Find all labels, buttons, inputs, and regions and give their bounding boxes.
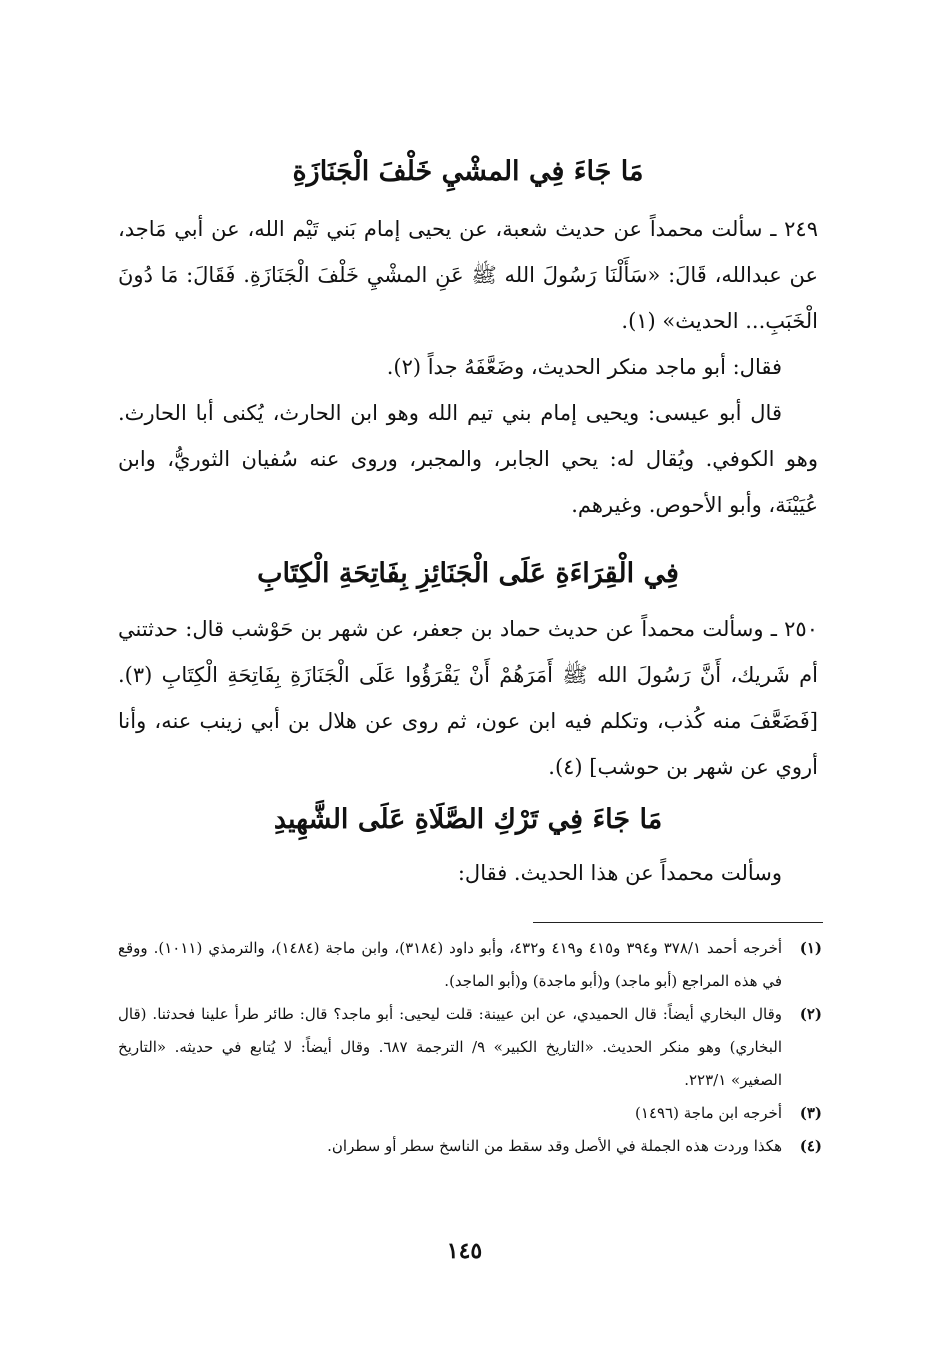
- footnote-number: (١): [799, 939, 822, 957]
- footnote-item: [118, 1130, 822, 1163]
- footnote-number: (٣): [799, 1104, 822, 1122]
- footnote-divider: [533, 922, 823, 923]
- footnote-text: هكذا وردت هذه الجملة في الأصل وقد سقط من الناسخ سطر أو سطران.: [327, 1137, 782, 1155]
- abu-isa-commentary-paragraph: قال أبو عيسى: ويحيى إمام بني تيم الله وهو ابن الحارث، يُكنى أبا الحارث. وهو الكوفي. ويُقال له: يحي الجابر، والمجبر، وروى عنه سُفيان الثوريُّ، وابن عُيَيْنَة، وأبو الأحوص. وغيرهم.: [118, 401, 818, 517]
- section-body-reading-fatiha-at-funeral: [118, 606, 818, 790]
- section-heading-leaving-prayer-on-martyr: مَا جَاءَ فِي تَرْكِ الصَّلَاةِ عَلَى الشَّهِيدِ: [273, 804, 663, 835]
- page-number: ١٤٥: [446, 1238, 483, 1264]
- footnote-item: [118, 932, 822, 998]
- footnote-number: (٤): [799, 1137, 822, 1155]
- footnote-item: [118, 1097, 822, 1130]
- section-body-leaving-prayer-on-martyr: [118, 850, 818, 896]
- hadith-paragraph-250: ٢٥٠ ـ وسألت محمداً عن حديث حماد بن جعفر، عن شهر بن حَوْشب قال: حدثتني أم شَريك، أَنَّ رَسُولَ الله ﷺ أَمَرَهُمْ أَنْ يَقْرَؤُوا عَلَى الْجَنَازَةِ بِفَاتِحَةِ الْكِتَابِ (٣). [فَضَعَّفَ منه كُذب، وتكلم فيه ابن عون، ثم روى عن هلال بن أبي زينب عنه، وأنا أروي عن شهر بن حوشب] (٤).: [118, 617, 818, 779]
- section-heading-reading-fatiha-at-funeral: فِي الْقِرَاءَةِ عَلَى الْجَنَائِزِ بِفَاتِحَةِ الْكِتَابِ: [257, 558, 679, 589]
- hadith-paragraph-249: ٢٤٩ ـ سألت محمداً عن حديث شعبة، عن يحيى إمام بَني تَيْم الله، عن أبي مَاجد، عن عبدالله، قَالَ: «سَأَلْنَا رَسُولَ الله ﷺ عَنِ المشْيِ خَلْفَ الْجَنَازَةِ. فَقَالَ: مَا دُونَ الْخَبَبِ... الحديث» (١).: [118, 217, 818, 333]
- footnote-number: (٢): [799, 1005, 822, 1023]
- question-paragraph: وسألت محمداً عن هذا الحديث. فقال:: [457, 861, 782, 885]
- section-heading-walking-behind-funeral: مَا جَاءَ فِي المشْيِ خَلْفَ الْجَنَازَةِ: [292, 156, 644, 187]
- footnote-item: [118, 998, 822, 1097]
- footnote-text: وقال البخاري أيضاً: قال الحميدي، عن ابن عيينة: قلت ليحيى: أبو ماجد؟ قال: طائر طرأ علينا فحدثنا. (قال البخاري) وهو منكر الحديث. «التاريخ الكبير» ٩/ الترجمة ٦٨٧. وقال أيضاً: لا يُتابع في حديثه. «التاريخ الصغير» ٢٢٣/١.: [118, 1005, 783, 1089]
- footnote-text: أخرجه أحمد ٣٧٨/١ و٣٩٤ و٤١٥ و٤١٩ و٤٣٢، وأبو داود (٣١٨٤)، وابن ماجة (١٤٨٤)، والترمذي (١٠١١). ووقع في هذه المراجع (أبو ماجد) و(أبو ماجدة) و(أبو الماجد).: [118, 939, 783, 990]
- footnotes-list: [118, 932, 822, 1163]
- narrator-assessment-paragraph: فقال: أبو ماجد منكر الحديث، وضَعَّفَهُ جداً (٢).: [386, 355, 782, 379]
- footnote-text: أخرجه ابن ماجة (١٤٩٦): [635, 1104, 782, 1122]
- section-body-walking-behind-funeral: [118, 206, 818, 528]
